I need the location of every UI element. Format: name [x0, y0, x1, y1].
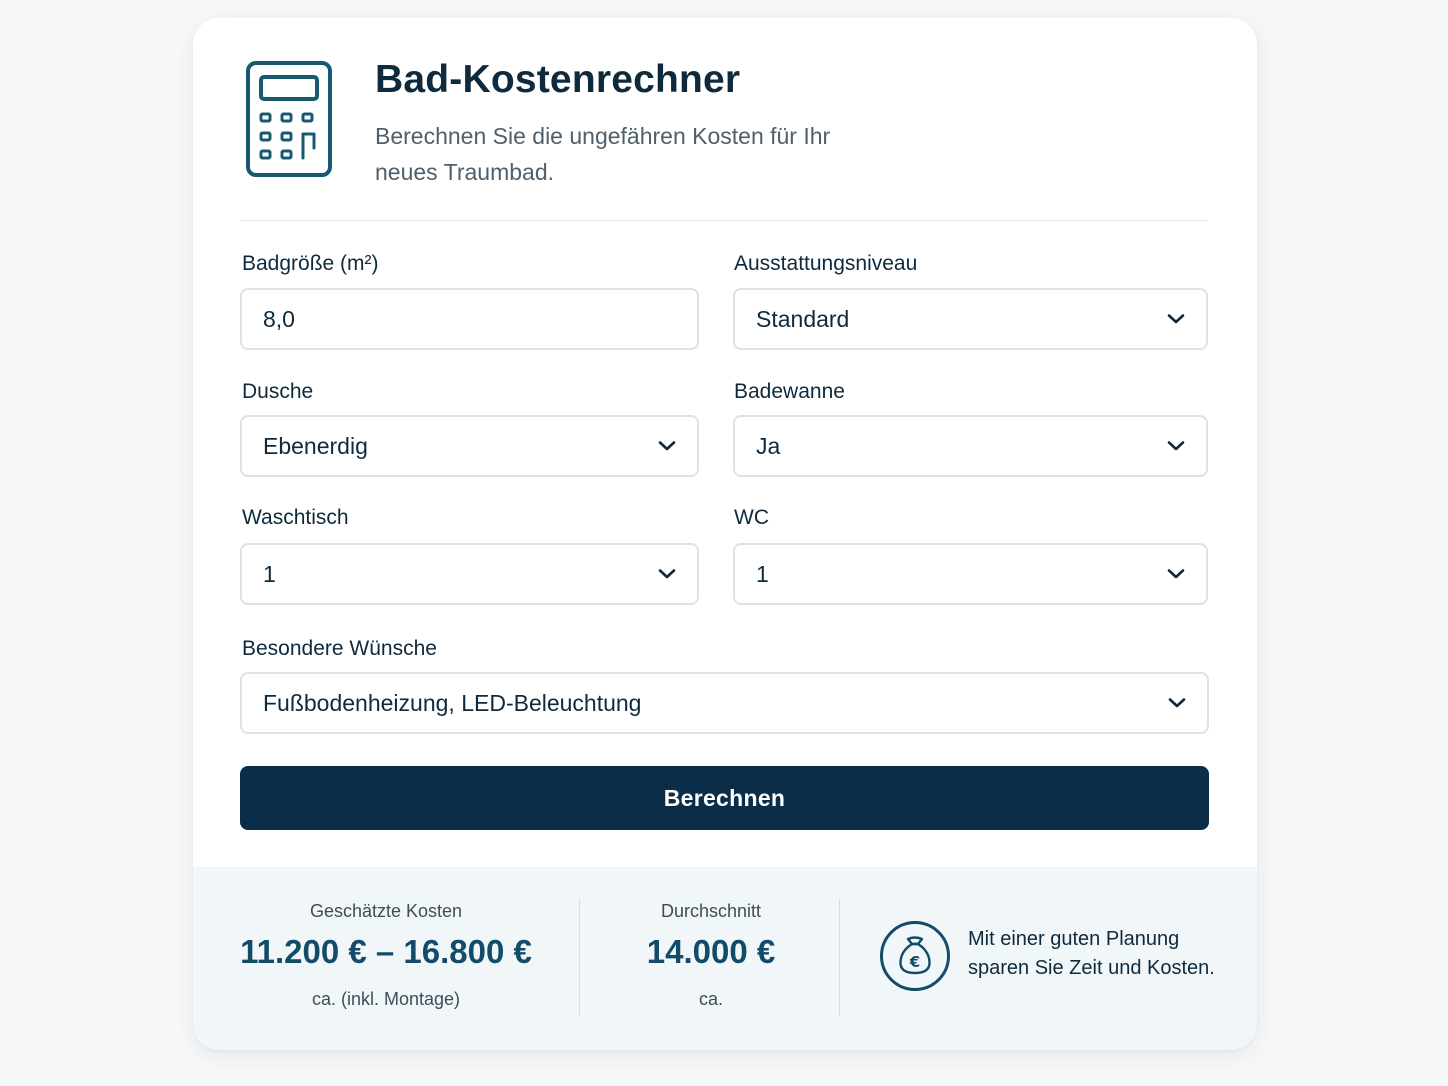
- shower-select[interactable]: [240, 415, 699, 477]
- average-cost-value: 14.000 €: [646, 933, 776, 970]
- bathroom-size-label: Badgröße (m²): [242, 252, 379, 275]
- chevron-down-icon: [657, 440, 677, 452]
- money-bag-euro-icon: [879, 920, 951, 992]
- special-wishes-value: Fußbodenheizung, LED-Beleuchtung: [263, 689, 642, 716]
- calculator-header: [193, 18, 1257, 222]
- svg-text:€: €: [909, 953, 921, 971]
- wc-label: WC: [734, 506, 769, 529]
- equipment-level-select[interactable]: [733, 288, 1208, 350]
- washbasin-label: Waschtisch: [242, 506, 349, 529]
- chevron-down-icon: [1167, 697, 1187, 709]
- bathtub-select[interactable]: [733, 415, 1208, 477]
- header-divider: [240, 220, 1208, 221]
- cost-calculator-card: [193, 18, 1257, 1050]
- estimated-cost-value: 11.200 € – 16.800 €: [240, 933, 532, 970]
- wc-select[interactable]: [733, 543, 1208, 605]
- results-panel: [193, 867, 1257, 1050]
- bathroom-size-input[interactable]: [240, 288, 699, 350]
- planning-tip-text: Mit einer guten Planung sparen Sie Zeit und Kosten.: [968, 928, 1215, 979]
- page-subtitle: Berechnen Sie die ungefähren Kosten für Ihr neues Traumbad.: [375, 123, 831, 185]
- average-cost-block: [580, 867, 842, 1050]
- calculator-icon: [245, 60, 333, 178]
- estimated-cost-note: ca. (inkl. Montage): [311, 989, 461, 1009]
- chevron-down-icon: [1166, 568, 1186, 580]
- wc-value: 1: [756, 560, 769, 587]
- bathtub-value: Ja: [756, 432, 781, 459]
- average-cost-note: ca.: [698, 989, 723, 1009]
- bathroom-size-value: 8,0: [263, 305, 295, 332]
- results-divider: [839, 899, 840, 1016]
- equipment-level-value: Standard: [756, 305, 850, 332]
- estimated-cost-label: Geschätzte Kosten: [309, 901, 463, 921]
- bathtub-label: Badewanne: [734, 380, 845, 403]
- estimated-cost-block: [210, 867, 562, 1050]
- shower-value: Ebenerdig: [263, 432, 368, 459]
- calculate-button[interactable]: Berechnen: [240, 766, 1209, 830]
- chevron-down-icon: [657, 568, 677, 580]
- average-cost-label: Durchschnitt: [660, 901, 762, 921]
- washbasin-value: 1: [263, 560, 276, 587]
- page-title: Bad-Kostenrechner: [375, 58, 741, 101]
- chevron-down-icon: [1166, 440, 1186, 452]
- equipment-level-label: Ausstattungsniveau: [734, 252, 918, 275]
- washbasin-select[interactable]: [240, 543, 699, 605]
- shower-label: Dusche: [242, 380, 314, 403]
- special-wishes-label: Besondere Wünsche: [242, 637, 437, 660]
- chevron-down-icon: [1166, 313, 1186, 325]
- special-wishes-select[interactable]: [240, 672, 1209, 734]
